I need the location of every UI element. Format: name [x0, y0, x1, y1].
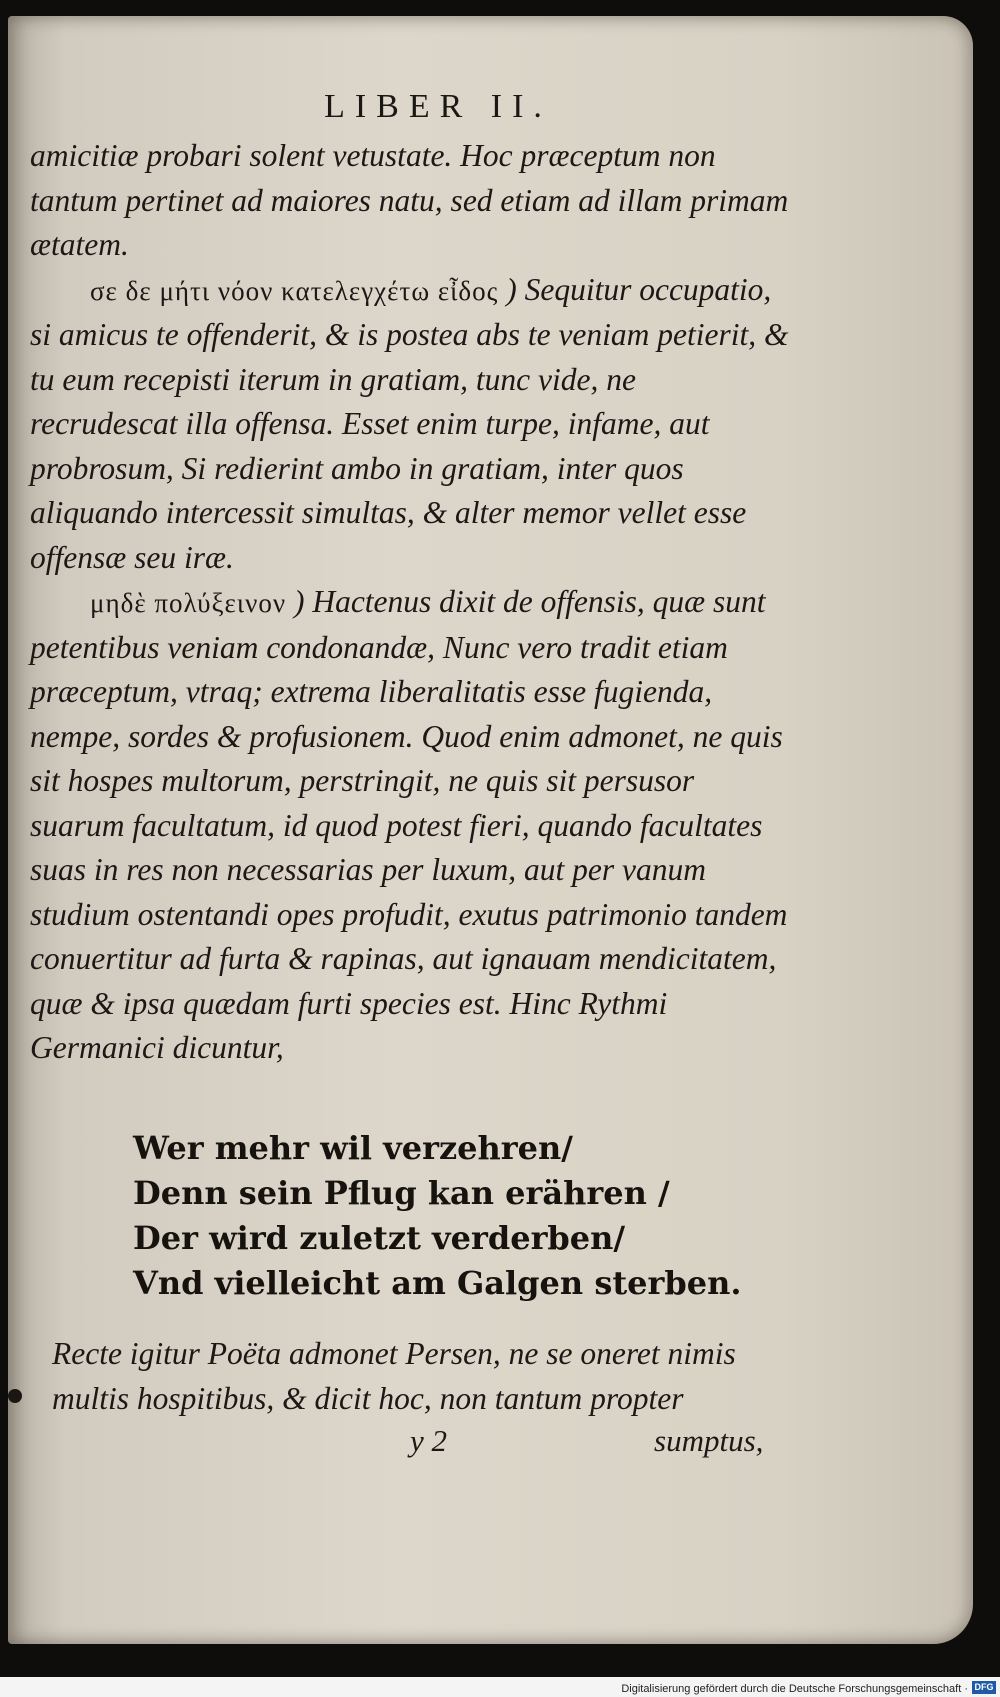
ink-spot	[8, 1389, 22, 1403]
verse-line: Vnd vielleicht am Galgen sterben.	[133, 1264, 742, 1302]
book-page	[8, 16, 973, 1644]
verse-line: Denn sein Pflug kan erähren /	[133, 1174, 670, 1212]
greek-lemma: μηδὲ πολύξεινον	[90, 588, 287, 618]
main-text-block	[30, 134, 790, 1071]
credit-bar	[0, 1677, 1000, 1697]
verse-line: Wer mehr wil verzehren/	[133, 1129, 573, 1167]
signature-mark: y 2	[410, 1423, 448, 1458]
paragraph-2-text: ) Sequitur occupatio, si amicus te offenderit, & is postea abs te veniam petierit, & tu eum recepisti iterum in gratiam, tunc vide, ne recrudescat illa offensa. Esset enim turpe, infame, aut probrosum, Si redierint ambo in gratiam, inter quos aliquando intercessit simultas, & alter memor vellet esse offensæ seu iræ.	[30, 271, 789, 575]
verse-line: Der wird zuletzt verderben/	[133, 1219, 626, 1257]
dfg-logo: DFG	[972, 1681, 996, 1694]
paragraph-1: amicitiæ probari solent vetustate. Hoc præceptum non tantum pertinet ad maiores natu, sed etiam ad illam primam ætatem.	[30, 138, 789, 262]
catchword: sumptus,	[654, 1423, 764, 1458]
greek-lemma: σε δε μήτι νόον κατελεγχέτω εἶδος	[90, 275, 499, 306]
paragraph-4: Recte igitur Poëta admonet Persen, ne se oneret nimis multis hospitibus, & dicit hoc, non tantum propter	[52, 1336, 736, 1416]
paragraph-3-text: ) Hactenus dixit de offensis, quæ sunt petentibus veniam condonandæ, Nunc vero tradit etiam præceptum, vtraq; extrema liberalitatis esse fugienda, nempe, sordes & profusionem. Quod enim admonet, ne quis sit hospes multorum, perstringit, ne quis sit persusor suarum facultatum, id quod potest fieri, quando facultates suas in res non necessarias per luxum, aut per vanum studium ostentandi opes profudit, exutus patrimonio tandem conuertitur ad furta & rapinas, aut ignauam mendicitatem, quæ & ipsa quædam furti species est. Hinc Rythmi Germanici dicuntur,	[30, 584, 788, 1065]
running-title: LIBER II.	[324, 88, 552, 125]
page-footer	[8, 1423, 808, 1467]
german-rhyme	[133, 1126, 741, 1306]
paragraph-2	[30, 268, 790, 581]
digitization-credit: Digitalisierung gefördert durch die Deutsche Forschungsgemeinschaft ·	[621, 1683, 968, 1695]
paragraph-3	[30, 580, 790, 1071]
